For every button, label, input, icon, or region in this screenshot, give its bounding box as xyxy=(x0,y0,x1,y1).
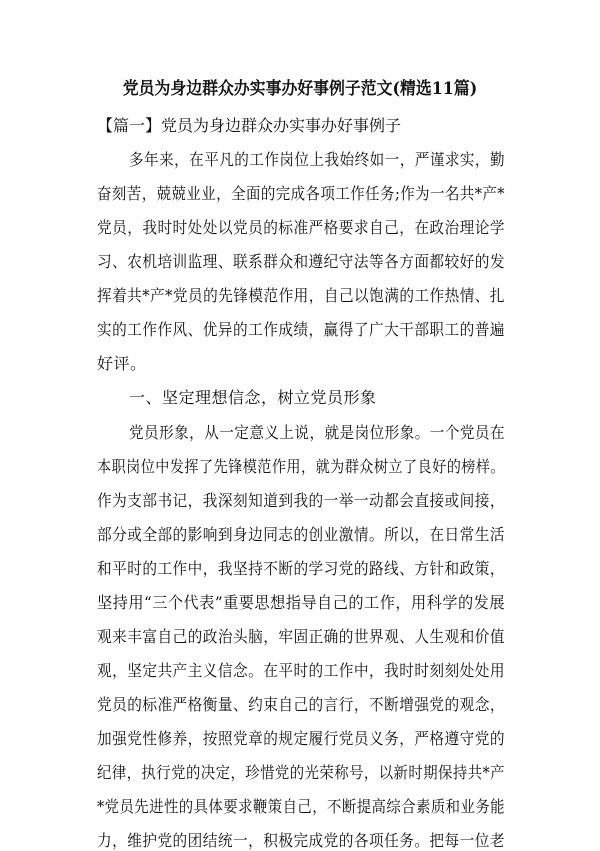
paragraph-line: 党员，我时时处处以党员的标准严格要求自己，在政治理论学 xyxy=(97,218,505,237)
paragraph-line: 实的工作作风、优异的工作成绩，赢得了广大干部职工的普遍 xyxy=(97,320,505,339)
paragraph-line: 和平时的工作中，我坚持不断的学习党的路线、方针和政策， xyxy=(97,559,505,578)
paragraph-line: 多年来，在平凡的工作岗位上我始终如一，严谨求实，勤 xyxy=(129,150,505,169)
paragraph-line: 观来丰富自己的政治头脑，牢固正确的世界观、人生观和价值 xyxy=(97,627,505,646)
paragraph-line: 作为支部书记，我深刻知道到我的一举一动都会直接或间接， xyxy=(97,491,505,510)
paragraph-line: 奋刻苦，兢兢业业，全面的完成各项工作任务;作为一名共*产* xyxy=(97,184,505,203)
paragraph-line: 好评。 xyxy=(97,354,147,373)
paragraph-line: 加强党性修养，按照党章的规定履行党员义务，严格遵守党的 xyxy=(97,729,505,748)
paragraph-line: 挥着共*产*党员的先锋模范作用，自己以饱满的工作热情、扎 xyxy=(97,286,505,305)
paragraph-line: 纪律，执行党的决定，珍惜党的光荣称号，以新时期保持共*产 xyxy=(97,763,505,782)
subsection-heading: 一、坚定理想信念，树立党员形象 xyxy=(129,388,377,407)
paragraph-line: 坚持用“三个代表”重要思想指导自己的工作，用科学的发展 xyxy=(97,593,505,612)
paragraph-line: 习、农机培训监理、联系群众和遵纪守法等各方面都较好的发 xyxy=(97,252,505,271)
paragraph-line: 本职岗位中发挥了先锋模范作用，就为群众树立了良好的榜样。 xyxy=(97,457,505,476)
paragraph-line: 党员的标准严格衡量、约束自己的言行，不断增强党的观念， xyxy=(97,695,505,714)
paragraph-line: *党员先进性的具体要求鞭策自己，不断提高综合素质和业务能 xyxy=(97,797,505,816)
paragraph-line: 观，坚定共产主义信念。在平时的工作中，我时时刻刻处处用 xyxy=(97,661,505,680)
page-title: 党员为身边群众办实事办好事例子范文(精选11篇) xyxy=(122,79,478,99)
paragraph-line: 部分或全部的影响到身边同志的创业激情。所以，在日常生活 xyxy=(97,525,505,544)
paragraph-line: 党员形象，从一定意义上说，就是岗位形象。一个党员在 xyxy=(129,423,505,442)
section-heading: 【篇一】党员为身边群众办实事办好事例子 xyxy=(97,116,402,135)
paragraph-line: 力，维护党的团结统一，积极完成党的各项任务。把每一位老 xyxy=(97,831,505,850)
